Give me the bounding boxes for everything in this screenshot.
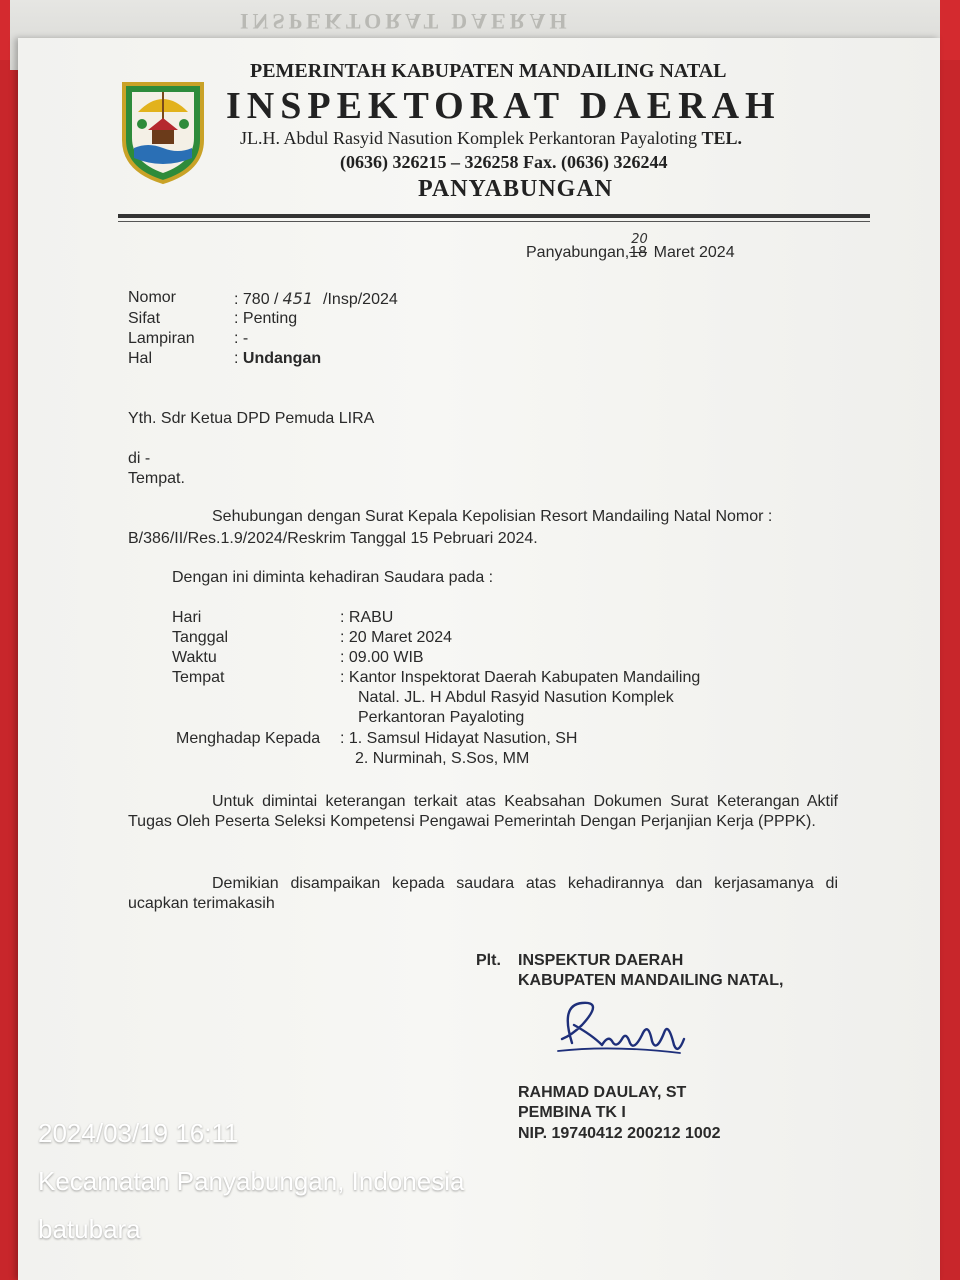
hari-label: Hari: [172, 609, 202, 626]
menghadap-item-1: : 1. Samsul Hidayat Nasution, SH: [340, 730, 578, 747]
body-paragraph-3: Untuk dimintai keterangan terkait atas Keabsahan Dokumen Surat Keterangan Aktif Tugas Oleh Peserta Seleksi Kompetensi Pengawai Pemerintah Dengan Perjanjian Kerja (PPPK).: [128, 793, 838, 830]
nomor-value: : 780 / 451 /Insp/2024: [234, 289, 398, 308]
nomor-label: Nomor: [128, 289, 177, 306]
signatory-nip: NIP. 19740412 200212 1002: [518, 1125, 721, 1142]
hal-label: Hal: [128, 350, 153, 367]
show-through-text: INSPEKTORAT DAERAH: [240, 9, 571, 34]
tempat-label: Tempat: [172, 669, 225, 686]
letterhead-phone: (0636) 326215 – 326258 Fax. (0636) 326244: [340, 152, 668, 172]
menghadap-label: Menghadap Kepada: [176, 730, 321, 747]
signatory-name: RAHMAD DAULAY, ST: [518, 1084, 687, 1101]
photo-stamp-datetime: 2024/03/19 16:11: [38, 1118, 239, 1148]
letter-date: Panyabungan, 20 18 Maret 2024: [526, 232, 735, 261]
lampiran-label: Lampiran: [128, 330, 195, 347]
letterhead-divider-thin: [118, 221, 870, 222]
hal-value: : Undangan: [234, 350, 322, 367]
body-paragraph-1-line-2: B/386/II/Res.1.9/2024/Reskrim Tanggal 15 Pebruari 2024.: [128, 530, 538, 547]
tanggal-label: Tanggal: [172, 629, 229, 646]
signature-title-2: KABUPATEN MANDAILING NATAL,: [518, 972, 784, 989]
sifat-value: : Penting: [234, 310, 298, 327]
body-paragraph-2: Dengan ini diminta kehadiran Saudara pada :: [172, 569, 494, 586]
hari-value: : RABU: [340, 609, 394, 626]
signatory-rank: PEMBINA TK I: [518, 1104, 626, 1121]
sifat-label: Sifat: [128, 310, 161, 327]
waktu-label: Waktu: [172, 649, 217, 666]
date-struck-day: 18: [629, 244, 647, 261]
lampiran-value: : -: [234, 330, 249, 347]
photo-stamp-location: Kecamatan Panyabungan, Indonesia: [38, 1166, 465, 1196]
letterhead-address: JL.H. Abdul Rasyid Nasution Komplek Perkantoran Payaloting TEL.: [240, 128, 742, 148]
recipient-di: di -: [128, 450, 151, 467]
tempat-line-2: Natal. JL. H Abdul Rasyid Nasution Komplek: [358, 689, 674, 706]
letterhead-divider: [118, 214, 870, 218]
tempat-line-3: Perkantoran Payaloting: [358, 709, 525, 726]
letterhead-government: PEMERINTAH KABUPATEN MANDAILING NATAL: [250, 60, 727, 82]
body-paragraph-1-line-1: Sehubungan dengan Surat Kepala Kepolisian Resort Mandailing Natal Nomor :: [212, 508, 773, 525]
signature-plt: Plt.: [476, 952, 501, 969]
recipient-tempat: Tempat.: [128, 470, 185, 487]
recipient-to: Yth. Sdr Ketua DPD Pemuda LIRA: [128, 410, 375, 427]
letterhead-agency: INSPEKTORAT DAERAH: [226, 85, 781, 127]
waktu-value: : 09.00 WIB: [340, 649, 424, 666]
handwritten-signature-icon: [552, 995, 692, 1065]
menghadap-item-2: 2. Nurminah, S.Sos, MM: [355, 750, 530, 767]
regency-emblem-icon: [116, 78, 210, 186]
letter-paper: [18, 38, 940, 1280]
photo-stamp-user: batubara: [38, 1214, 141, 1244]
body-paragraph-4: Demikian disampaikan kepada saudara atas kehadirannya dan kerjasamanya di ucapkan terimakasih: [128, 875, 838, 912]
tanggal-value: : 20 Maret 2024: [340, 629, 453, 646]
date-handwritten-day: 20: [631, 232, 648, 247]
tempat-line-1: : Kantor Inspektorat Daerah Kabupaten Mandailing: [340, 669, 701, 686]
letterhead-city: PANYABUNGAN: [418, 176, 614, 202]
signature-title-1: INSPEKTUR DAERAH: [518, 952, 684, 969]
